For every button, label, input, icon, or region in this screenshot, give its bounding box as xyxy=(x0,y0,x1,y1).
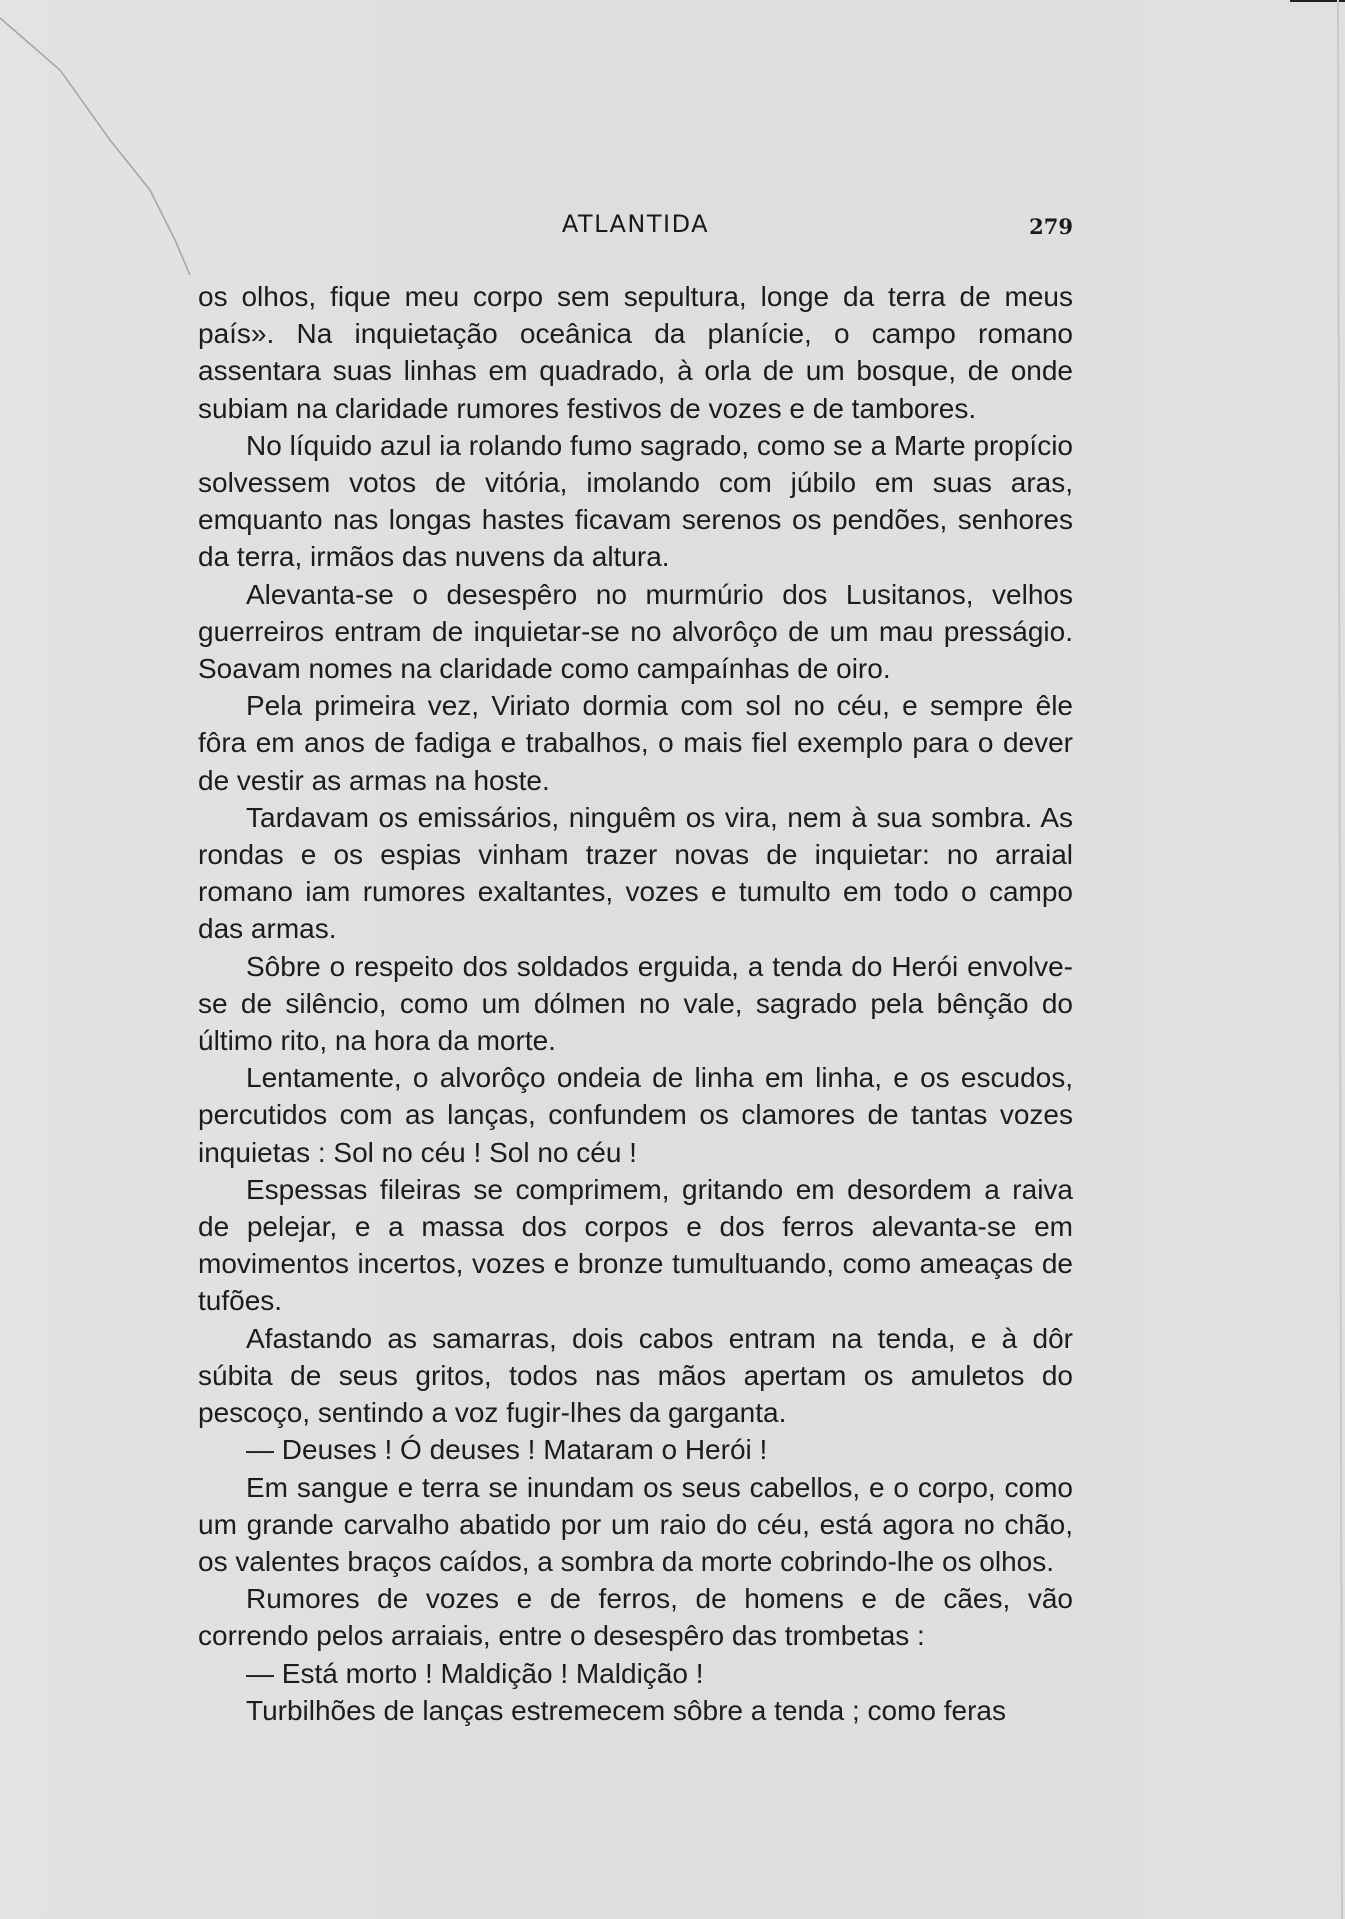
paragraph: Alevanta-se o desespêro no murmúrio dos Lusitanos, velhos guerreiros entram de inquietar-se no alvorôço de um mau presságio. Soavam nomes na claridade como campaínhas de oiro. xyxy=(198,578,1073,685)
paragraph: — Está morto ! Maldição ! Maldição ! xyxy=(246,1657,704,1689)
body-text xyxy=(198,278,1073,1729)
paragraph: Sôbre o respeito dos soldados erguida, a tenda do Herói envolve-se de silêncio, como um dólmen no vale, sagrado pela bênção do último rito, na hora da morte. xyxy=(198,950,1073,1057)
running-title: ATLANTIDA xyxy=(561,210,710,238)
page-header xyxy=(198,210,1073,250)
paragraph: Turbilhões de lanças estremecem sôbre a tenda ; como feras xyxy=(246,1694,1007,1726)
paragraph: Pela primeira vez, Viriato dormia com sol no céu, e sempre êle fôra em anos de fadiga e trabalhos, o mais fiel exemplo para o dever de vestir as armas na hoste. xyxy=(198,690,1073,796)
paragraph: Rumores de vozes e de ferros, de homens e de cães, vão correndo pelos arraiais, entre o desespêro das trombetas : xyxy=(198,1583,1073,1652)
paragraph: Espessas fileiras se comprimem, gritando em desordem a raiva de pelejar, e a massa dos corpos e dos ferros alevanta-se em movimentos incertos, vozes e bronze tumultuando, como ameaças de tufões. xyxy=(198,1173,1073,1317)
paragraph: Tardavam os emissários, ninguêm os vira, nem à sua sombra. As rondas e os espias vinham trazer novas de inquietar: no arraial romano iam rumores exaltantes, vozes e tumulto em todo o campo das armas. xyxy=(198,801,1073,945)
paragraph: Afastando as samarras, dois cabos entram na tenda, e à dôr súbita de seus gritos, todos nas mãos apertam os amuletos do pescoço, sentindo a voz fugir-lhes da garganta. xyxy=(198,1322,1073,1429)
paragraph: No líquido azul ia rolando fumo sagrado, como se a Marte propício solvessem votos de vitória, imolando com júbilo em suas aras, emquanto nas longas hastes ficavam serenos os pendões, senhores da terra, irmãos das nuvens da altura. xyxy=(198,429,1073,573)
paragraph: Em sangue e terra se inundam os seus cabellos, e o corpo, como um grande carvalho abatido por um raio do céu, está agora no chão, os valentes braços caídos, a sombra da morte cobrindo-lhe os olhos. xyxy=(198,1471,1073,1577)
paragraph: os olhos, fique meu corpo sem sepultura, longe da terra de meus país». Na inquietação oceânica da planície, o campo romano assentara suas linhas em quadrado, à orla de um bosque, de onde subiam na claridade rumores festivos de vozes e de tambores. xyxy=(198,281,1073,424)
paragraph: Lentamente, o alvorôço ondeia de linha em linha, e os escudos, percutidos com as lanças, confundem os clamores de tantas vozes inquietas : Sol no céu ! Sol no céu ! xyxy=(198,1062,1073,1168)
page-number: 279 xyxy=(1029,214,1073,239)
paragraph: — Deuses ! Ó deuses ! Mataram o Herói ! xyxy=(246,1434,768,1466)
